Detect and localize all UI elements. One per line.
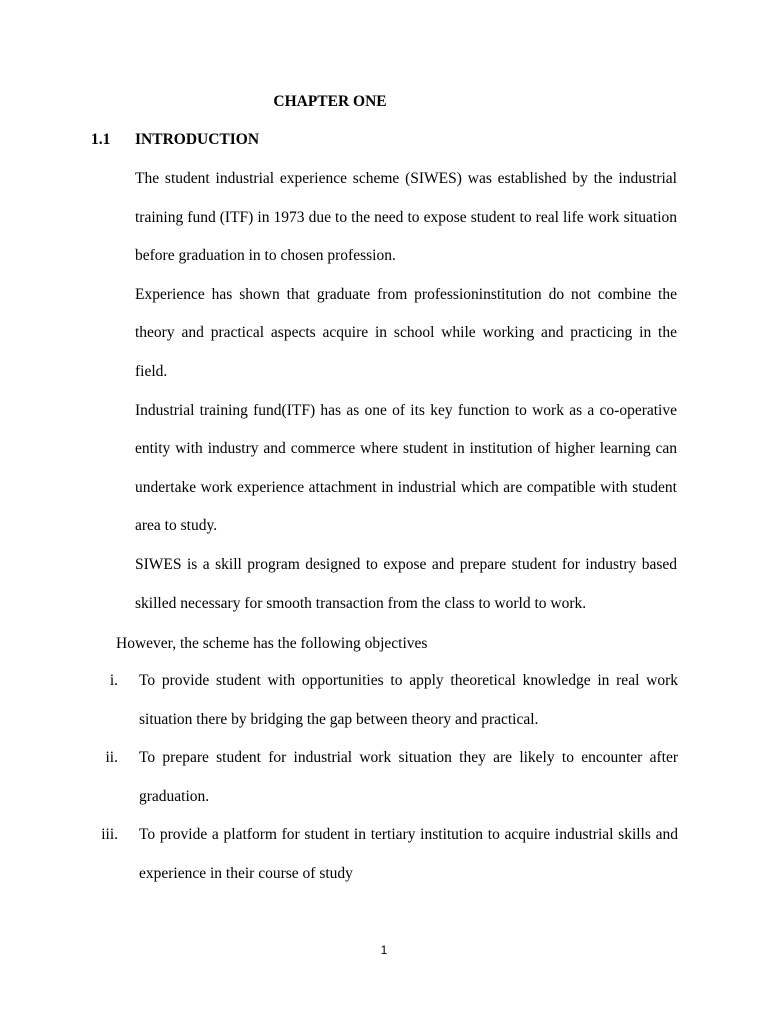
paragraph: The student industrial experience scheme (SIWES) was established by the industrial training fund (ITF) in 1973 due to the need to expose student to real life work situation before graduation in to chosen profession.	[135, 170, 677, 265]
list-item	[88, 662, 678, 739]
list-item	[88, 816, 678, 893]
chapter-title: CHAPTER ONE	[273, 93, 387, 110]
list-item-number: ii.	[105, 749, 118, 767]
paragraph: SIWES is a skill program designed to expose and prepare student for industry based skilled necessary for smooth transaction from the class to world to work.	[135, 555, 677, 612]
body-text	[135, 160, 677, 623]
paragraph: Industrial training fund(ITF) has as one of its key function to work as a co-operative entity with industry and commerce where student in institution of higher learning can undertake work experience attachment in industrial which are compatible with student area to study.	[135, 401, 677, 535]
section-title: INTRODUCTION	[135, 131, 260, 148]
list-item-number: iii.	[101, 826, 118, 844]
list-item-text: To prepare student for industrial work situation they are likely to encounter after graduation.	[139, 749, 678, 805]
objectives-list	[88, 662, 678, 894]
section-heading	[91, 131, 259, 149]
page-number: 1	[380, 943, 388, 957]
list-item-text: To provide a platform for student in tertiary institution to acquire industrial skills and experience in their course of study	[139, 826, 678, 882]
list-item-text: To provide student with opportunities to apply theoretical knowledge in real work situation there by bridging the gap between theory and practical.	[139, 672, 678, 728]
paragraph: Experience has shown that graduate from professioninstitution do not combine the theory and practical aspects acquire in school while working and practicing in the field.	[135, 285, 677, 380]
objectives-lead: However, the scheme has the following objectives	[116, 635, 428, 652]
section-number: 1.1	[91, 131, 111, 148]
list-item	[88, 739, 678, 816]
list-item-number: i.	[109, 672, 118, 689]
